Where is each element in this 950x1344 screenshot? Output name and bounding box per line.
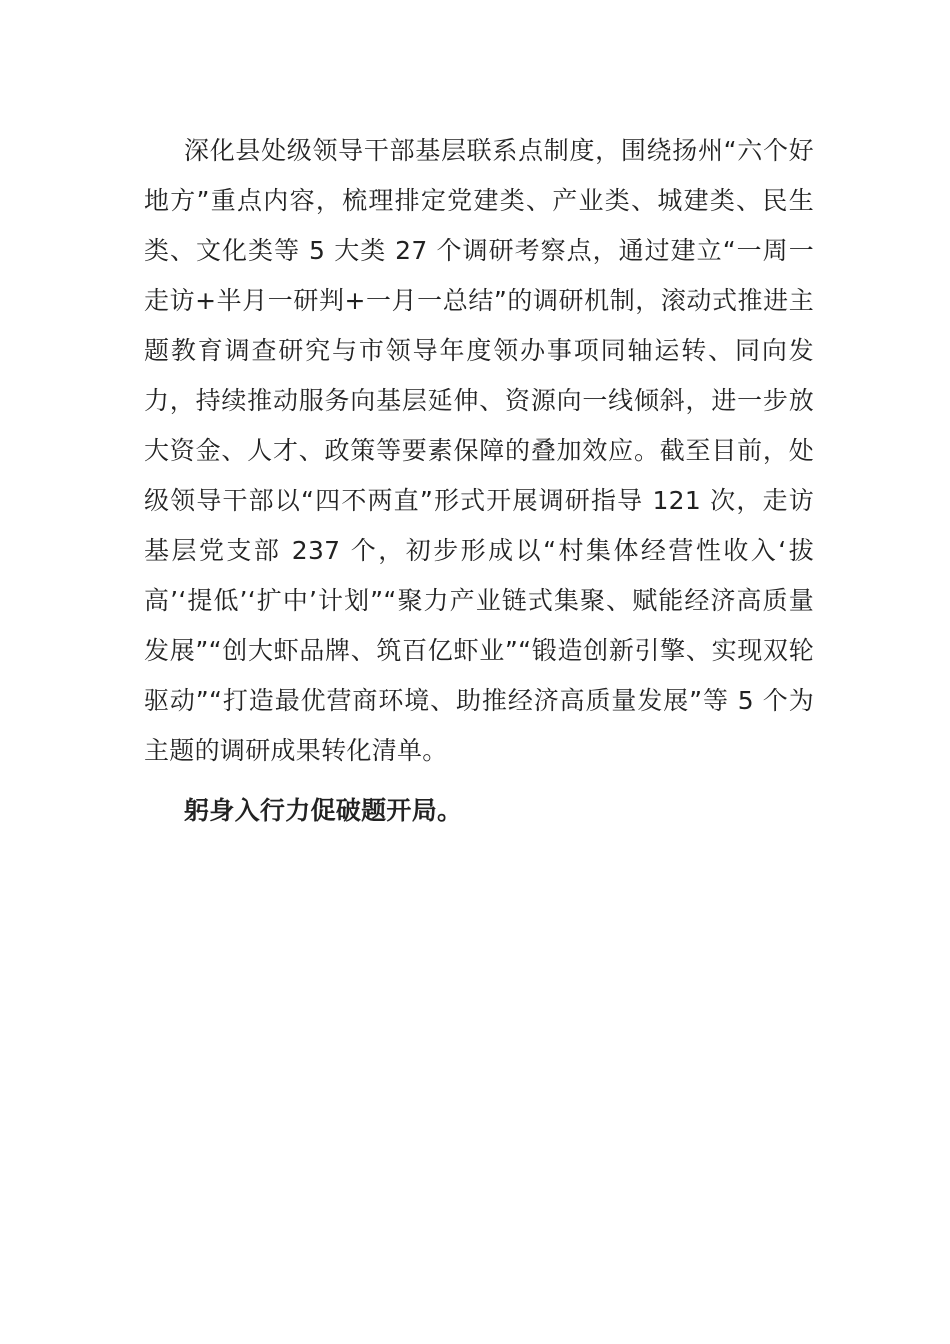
- section-heading: 躬身入行力促破题开局。: [184, 796, 463, 825]
- document-body: [144, 126, 814, 836]
- body-paragraph: 深化县处级领导干部基层联系点制度，围绕扬州“六个好地方”重点内容，梳理排定党建类、产业类、城建类、民生类、文化类等 5 大类 27 个调研考察点，通过建立“一周一走访+半月一研判+一月一总结”的调研机制，滚动式推进主题教育调查研究与市领导年度领办事项同轴运转、同向发力，持续推动服务向基层延伸、资源向一线倾斜，进一步放大资金、人才、政策等要素保障的叠加效应。截至目前，处级领导干部以“四不两直”形式开展调研指导 121 次，走访基层党支部 237 个，初步形成以“村集体经营性收入‘拔高’‘提低’‘扩中’计划”“聚力产业链式集聚、赋能经济高质量发展”“创大虾品牌、筑百亿虾业”“锻造创新引擎、实现双轮驱动”“打造最优营商环境、助推经济高质量发展”等 5 个为主题的调研成果转化清单。: [144, 136, 814, 765]
